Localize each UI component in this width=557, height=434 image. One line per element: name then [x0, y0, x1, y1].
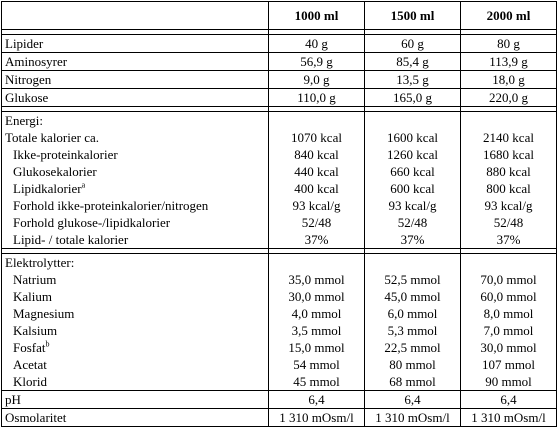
cell-1500ml: 80 mmol [389, 357, 436, 372]
row-label: Glukose [2, 89, 269, 107]
cell-1500ml: 60 g [365, 35, 461, 53]
cell-2000ml: 30,0 mmol [480, 340, 537, 355]
cell-1000ml: 400 kcal [294, 181, 339, 196]
energy-label: Totale kalorier ca. [5, 130, 100, 145]
cell-1000ml: 4,0 mmol [291, 306, 342, 321]
row-label: pH [2, 391, 269, 409]
header-row [2, 2, 557, 30]
electrolyte-values-1000ml [269, 254, 365, 391]
row-label: Osmolaritet [2, 409, 269, 427]
row-lipider [2, 35, 557, 53]
cell-1000ml: 93 kcal/g [292, 198, 341, 213]
electrolytes-title: Elektrolytter: [5, 255, 75, 270]
energy-label-lipidkalorier: Lipidkalorier$^a$ [13, 180, 86, 196]
cell-1500ml: 68 mmol [389, 374, 436, 389]
electrolytes-section [2, 254, 557, 391]
cell-1500ml: 37% [400, 232, 425, 247]
cell-2000ml: 90 mmol [485, 374, 532, 389]
cell-1500ml: 5,3 mmol [387, 323, 438, 338]
electrolyte-label: Magnesium [13, 306, 75, 321]
cell-1000ml: 56,9 g [269, 53, 365, 71]
energy-title: Energi: [5, 113, 44, 128]
energy-values-1500ml [365, 112, 461, 249]
cell-1000ml: 45 mmol [293, 374, 340, 389]
cell-1500ml: 6,4 [365, 391, 461, 409]
cell-1500ml: 1600 kcal [387, 130, 438, 145]
cell-2000ml: 2140 kcal [483, 130, 534, 145]
cell-1500ml: 660 kcal [390, 164, 435, 179]
cell-2000ml: 37% [496, 232, 521, 247]
cell-2000ml: 18,0 g [461, 71, 557, 89]
cell-1000ml: 110,0 g [269, 89, 365, 107]
header-2000ml: 2000 ml [461, 2, 557, 30]
cell-1000ml: 6,4 [269, 391, 365, 409]
cell-1000ml: 54 mmol [293, 357, 340, 372]
cell-1000ml: 40 g [269, 35, 365, 53]
energy-label: Forhold glukose-/lipidkalorier [13, 215, 171, 230]
cell-2000ml: 6,4 [461, 391, 557, 409]
row-nitrogen [2, 71, 557, 89]
energy-label: Forhold ikke-proteinkalorier/nitrogen [13, 198, 209, 213]
cell-2000ml: 107 mmol [481, 357, 536, 372]
energy-values-2000ml [461, 112, 557, 249]
header-empty [2, 2, 269, 30]
electrolyte-values-1500ml [365, 254, 461, 391]
cell-1000ml: 9,0 g [269, 71, 365, 89]
energy-label: Ikke-proteinkalorier [13, 147, 118, 162]
cell-1000ml: 52/48 [301, 215, 332, 230]
cell-1500ml: 45,0 mmol [384, 289, 441, 304]
composition-table-container [1, 1, 557, 427]
row-osmolaritet [2, 409, 557, 427]
cell-1500ml: 1260 kcal [387, 147, 438, 162]
electrolyte-label: Acetat [13, 357, 47, 372]
electrolyte-label: Natrium [13, 272, 57, 287]
energy-label: Glukosekalorier [13, 164, 97, 179]
cell-1500ml: 52/48 [397, 215, 428, 230]
row-glukose [2, 89, 557, 107]
cell-1000ml: 840 kcal [294, 147, 339, 162]
cell-2000ml: 880 kcal [486, 164, 531, 179]
cell-1000ml: 1 310 mOsm/l [269, 409, 365, 427]
header-1500ml: 1500 ml [365, 2, 461, 30]
cell-1000ml: 440 kcal [294, 164, 339, 179]
cell-2000ml: 70,0 mmol [480, 272, 537, 287]
cell-1500ml: 6,0 mmol [387, 306, 438, 321]
row-label: Aminosyrer [2, 53, 269, 71]
cell-2000ml: 220,0 g [461, 89, 557, 107]
row-label: Nitrogen [2, 71, 269, 89]
cell-2000ml: 113,9 g [461, 53, 557, 71]
row-label: Lipider [2, 35, 269, 53]
cell-2000ml: 1680 kcal [483, 147, 534, 162]
electrolyte-label: Kalium [13, 289, 52, 304]
cell-2000ml: 80 g [461, 35, 557, 53]
electrolyte-label: Kalsium [13, 323, 58, 338]
cell-1000ml: 3,5 mmol [291, 323, 342, 338]
cell-1000ml: 15,0 mmol [288, 340, 345, 355]
cell-1000ml: 1070 kcal [291, 130, 342, 145]
cell-1500ml: 1 310 mOsm/l [365, 409, 461, 427]
cell-1000ml: 35,0 mmol [288, 272, 345, 287]
header-1000ml: 1000 ml [269, 2, 365, 30]
cell-1500ml: 13,5 g [365, 71, 461, 89]
cell-2000ml: 800 kcal [486, 181, 531, 196]
cell-1500ml: 93 kcal/g [388, 198, 437, 213]
energy-values-1000ml [269, 112, 365, 249]
cell-2000ml: 8,0 mmol [483, 306, 534, 321]
energy-section [2, 112, 557, 249]
cell-1500ml: 165,0 g [365, 89, 461, 107]
cell-1000ml: 30,0 mmol [288, 289, 345, 304]
electrolyte-label: Klorid [13, 374, 47, 389]
composition-table [1, 1, 557, 427]
row-ph [2, 391, 557, 409]
cell-1000ml: 37% [304, 232, 329, 247]
cell-1500ml: 85,4 g [365, 53, 461, 71]
cell-2000ml: 60,0 mmol [480, 289, 537, 304]
electrolyte-labels [2, 254, 269, 391]
cell-2000ml: 93 kcal/g [484, 198, 533, 213]
cell-1500ml: 22,5 mmol [384, 340, 441, 355]
electrolyte-values-2000ml [461, 254, 557, 391]
cell-1500ml: 600 kcal [390, 181, 435, 196]
cell-2000ml: 52/48 [493, 215, 524, 230]
row-aminosyrer [2, 53, 557, 71]
electrolyte-label-fosfat: Fosfat$^b$ [13, 339, 50, 355]
cell-2000ml: 7,0 mmol [483, 323, 534, 338]
cell-2000ml: 1 310 mOsm/l [461, 409, 557, 427]
energy-labels [2, 112, 269, 249]
energy-label: Lipid- / totale kalorier [13, 232, 129, 247]
cell-1500ml: 52,5 mmol [384, 272, 441, 287]
